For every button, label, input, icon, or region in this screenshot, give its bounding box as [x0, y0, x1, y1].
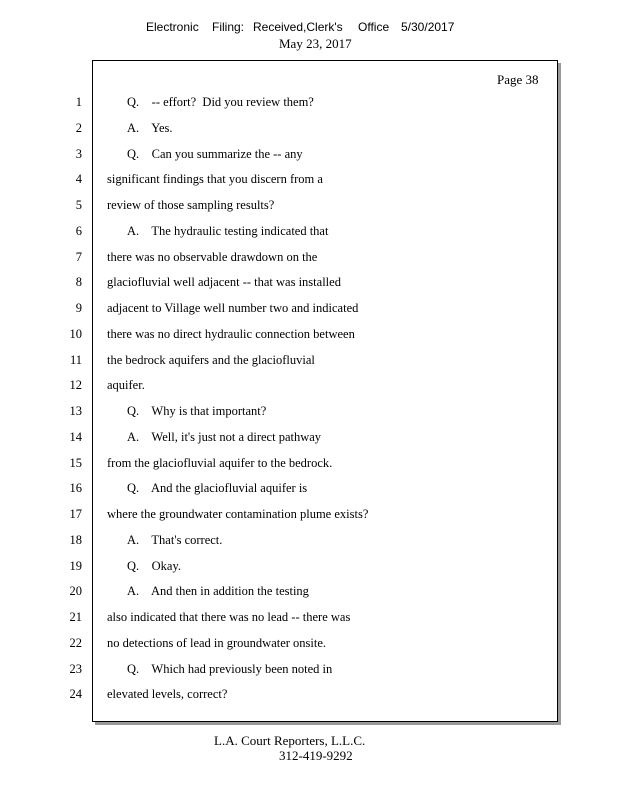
line-number: 14 [69, 430, 82, 444]
line-number: 1 [75, 95, 82, 109]
line-number: 6 [75, 224, 82, 238]
transcript-line: glaciofluvial well adjacent -- that was installed [107, 275, 341, 289]
line-number: 9 [75, 301, 82, 315]
line-number: 18 [69, 533, 82, 547]
filing-office: Office [358, 20, 390, 34]
line-number: 13 [69, 404, 82, 418]
transcript-line: where the groundwater contamination plume exists? [107, 507, 369, 521]
transcript-line: A. Well, it's just not a direct pathway [127, 430, 322, 444]
line-number: 7 [75, 250, 82, 264]
transcript-line: no detections of lead in groundwater onsite. [107, 636, 327, 650]
line-number: 3 [75, 147, 82, 161]
line-number: 5 [75, 198, 82, 212]
line-number: 24 [69, 687, 82, 701]
line-number: 19 [69, 559, 82, 573]
page-number: Page 38 [497, 72, 539, 87]
line-number: 15 [69, 456, 82, 470]
transcript-line: Q. And the glaciofluvial aquifer is [127, 481, 308, 495]
line-number: 12 [69, 378, 82, 392]
transcript-line: Q. Which had previously been noted in [127, 662, 333, 676]
transcript-line: A. The hydraulic testing indicated that [127, 224, 329, 238]
transcript-line: A. And then in addition the testing [127, 584, 309, 598]
transcript-line: significant findings that you discern from a [107, 172, 323, 186]
filing-electronic: Electronic [146, 20, 199, 34]
line-number: 10 [69, 327, 82, 341]
transcript-line: the bedrock aquifers and the glaciofluvial [107, 353, 315, 367]
footer-phone: 312-419-9292 [279, 748, 353, 763]
transcript-line: aquifer. [107, 378, 145, 392]
line-number: 11 [69, 353, 82, 367]
transcript-line: Q. Okay. [127, 559, 182, 573]
line-number: 8 [75, 275, 82, 289]
transcript-date: May 23, 2017 [279, 36, 352, 51]
line-number: 2 [75, 121, 82, 135]
footer-firm: L.A. Court Reporters, L.L.C. [214, 733, 366, 748]
line-number: 22 [69, 636, 82, 650]
transcript-line: Q. Can you summarize the -- any [127, 147, 303, 161]
transcript-line: Q. Why is that important? [127, 404, 267, 418]
line-number: 4 [75, 172, 82, 186]
filing-received: Received,Clerk's [253, 20, 343, 34]
transcript-line: review of those sampling results? [107, 198, 275, 212]
transcript-line: there was no direct hydraulic connection between [107, 327, 355, 341]
transcript-line: adjacent to Village well number two and indicated [107, 301, 359, 315]
transcript-line: A. Yes. [127, 121, 173, 135]
filing-date: 5/30/2017 [401, 20, 455, 34]
transcript-line: elevated levels, correct? [107, 687, 228, 701]
transcript-line: A. That's correct. [127, 533, 223, 547]
filing-label: Filing: [212, 20, 245, 34]
transcript-line: Q. -- effort? Did you review them? [127, 95, 314, 109]
line-number: 16 [69, 481, 82, 495]
transcript-line: there was no observable drawdown on the [107, 250, 318, 264]
line-number: 17 [69, 507, 82, 521]
transcript-line: also indicated that there was no lead -- there was [107, 610, 351, 624]
line-number: 21 [69, 610, 82, 624]
transcript-line: from the glaciofluvial aquifer to the bedrock. [107, 456, 333, 470]
line-number: 20 [69, 584, 82, 598]
line-number: 23 [69, 662, 82, 676]
